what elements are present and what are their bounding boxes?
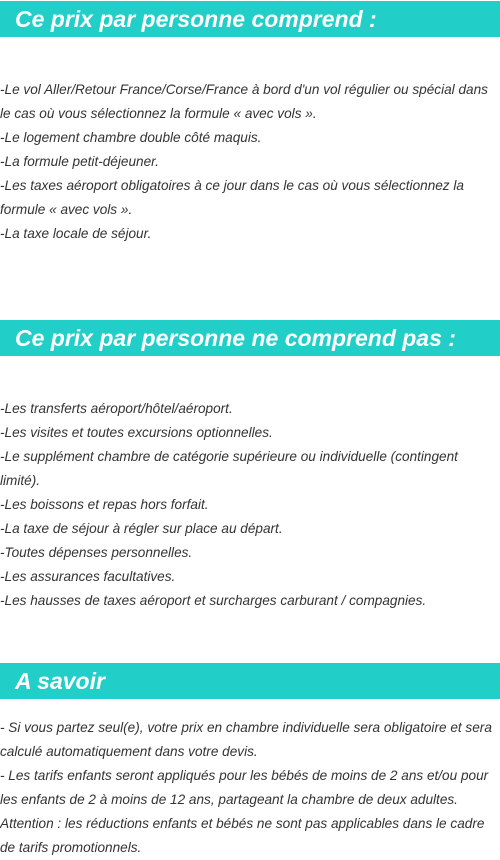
list-item: -Les taxes aéroport obligatoires à ce jour dans le cas où vous sélectionnez la formule « avec vols ». [0,178,464,217]
good-to-know-list [0,716,500,860]
list-item: -Les visites et toutes excursions optionnelles. [0,425,273,440]
list-item: -Le logement chambre double côté maquis. [0,130,262,145]
list-item: -Les transferts aéroport/hôtel/aéroport. [0,401,233,416]
list-item: -La taxe de séjour à régler sur place au départ. [0,521,283,536]
section-header-included [0,1,500,37]
included-list [0,78,500,246]
list-item: -La taxe locale de séjour. [0,226,152,241]
section-header-not-included [0,320,500,356]
list-item: -Le vol Aller/Retour France/Corse/France à bord d'un vol régulier ou spécial dans le cas où vous sélectionnez la formule « avec vols ». [0,82,488,121]
list-item: - Les tarifs enfants seront appliqués pour les bébés de moins de 2 ans et/ou pour les enfants de 2 à moins de 12 ans, partageant la chambre de deux adultes. [0,768,489,807]
list-item: -Les assurances facultatives. [0,569,176,584]
list-item: - Si vous partez seul(e), votre prix en chambre individuelle sera obligatoire et sera calculé automatiquement dans votre devis. [0,720,492,759]
section-title: Ce prix par personne comprend : [15,6,377,32]
list-item: -La formule petit-déjeuner. [0,154,159,169]
list-item: Attention : les réductions enfants et bébés ne sont pas applicables dans le cadre de tarifs promotionnels. [0,816,485,855]
not-included-list [0,397,500,613]
list-item: -Toutes dépenses personnelles. [0,545,193,560]
list-item: -Les hausses de taxes aéroport et surcharges carburant / compagnies. [0,593,427,608]
section-title: Ce prix par personne ne comprend pas : [15,325,456,351]
section-title: A savoir [15,668,105,694]
section-header-good-to-know [0,663,500,699]
list-item: -Les boissons et repas hors forfait. [0,497,209,512]
list-item: -Le supplément chambre de catégorie supérieure ou individuelle (contingent limité). [0,449,458,488]
